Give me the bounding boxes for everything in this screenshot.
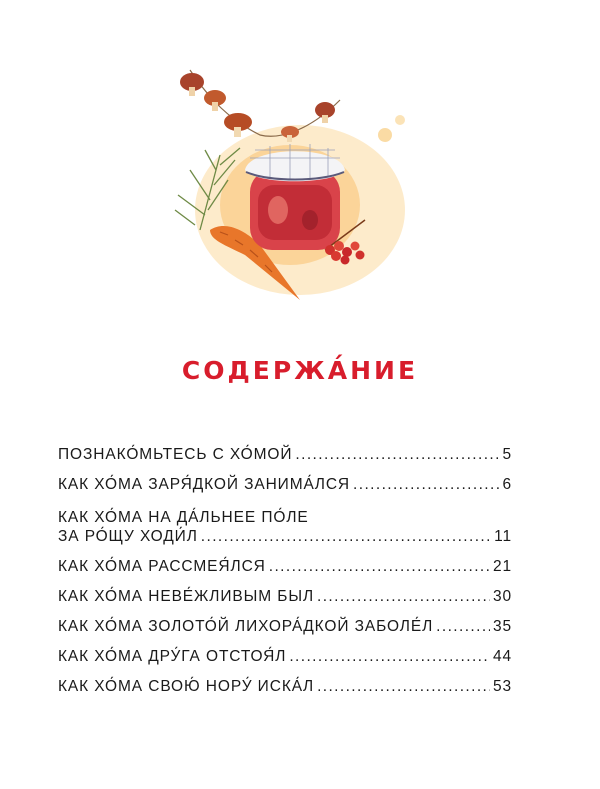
dot-leader (289, 647, 490, 666)
dot-leader (353, 475, 499, 494)
toc-entry-page: 5 (502, 446, 512, 463)
dot-leader (201, 527, 491, 546)
toc-entry-page: 35 (492, 618, 512, 635)
toc-entry[interactable] (58, 494, 512, 546)
dried-mushroom-icon (180, 73, 204, 96)
toc-entry[interactable] (58, 636, 512, 666)
dried-mushroom-icon (204, 90, 226, 111)
toc-entry-title-line1: КАК ХО́МА НА ДА́ЛЬНЕЕ ПО́ЛЕ (58, 509, 309, 526)
toc-entry[interactable] (58, 434, 512, 464)
toc-entry[interactable] (58, 576, 512, 606)
toc-entry-title: КАК ХО́МА НЕВЕ́ЖЛИВЫМ БЫЛ (58, 588, 315, 605)
toc-entry-page: 30 (492, 588, 512, 605)
dot-leader (269, 557, 490, 576)
dot-leader (317, 587, 490, 606)
jam-jar-illustration (150, 60, 420, 310)
contents-heading: СОДЕРЖА́НИЕ (181, 356, 419, 385)
table-of-contents (58, 434, 512, 696)
toc-entry-page: 21 (492, 558, 512, 575)
toc-entry-page: 44 (492, 648, 512, 665)
dot-leader (295, 445, 499, 464)
dot-leader (317, 677, 490, 696)
toc-entry-title: КАК ХО́МА СВОЮ́ НОРУ́ ИСКА́Л (58, 678, 315, 695)
jam-jar-icon (245, 144, 345, 250)
toc-entry-title: КАК ХО́МА РАССМЕЯ́ЛСЯ (58, 558, 266, 575)
dot-leader (436, 617, 490, 636)
dried-mushroom-icon (224, 113, 252, 137)
toc-entry-page: 11 (494, 528, 512, 545)
toc-entry-title: КАК ХО́МА ЗАРЯ́ДКОЙ ЗАНИМА́ЛСЯ (58, 476, 351, 493)
toc-entry[interactable] (58, 546, 512, 576)
toc-entry-title: КАК ХО́МА ДРУ́ГА ОТСТОЯ́Л (58, 648, 287, 665)
toc-entry-title-line2: ЗА РО́ЩУ ХОДИ́Л (58, 528, 198, 545)
dried-mushroom-icon (315, 102, 335, 123)
toc-entry-page: 6 (502, 476, 512, 493)
toc-entry-title: ПОЗНАКО́МЬТЕСЬ С ХО́МОЙ (58, 446, 293, 463)
toc-entry-page: 53 (492, 678, 512, 695)
toc-entry[interactable] (58, 666, 512, 696)
toc-entry[interactable] (58, 464, 512, 494)
toc-entry-title: КАК ХО́МА ЗОЛОТО́Й ЛИХОРА́ДКОЙ ЗАБОЛЕ́Л (58, 618, 434, 635)
toc-entry[interactable] (58, 606, 512, 636)
